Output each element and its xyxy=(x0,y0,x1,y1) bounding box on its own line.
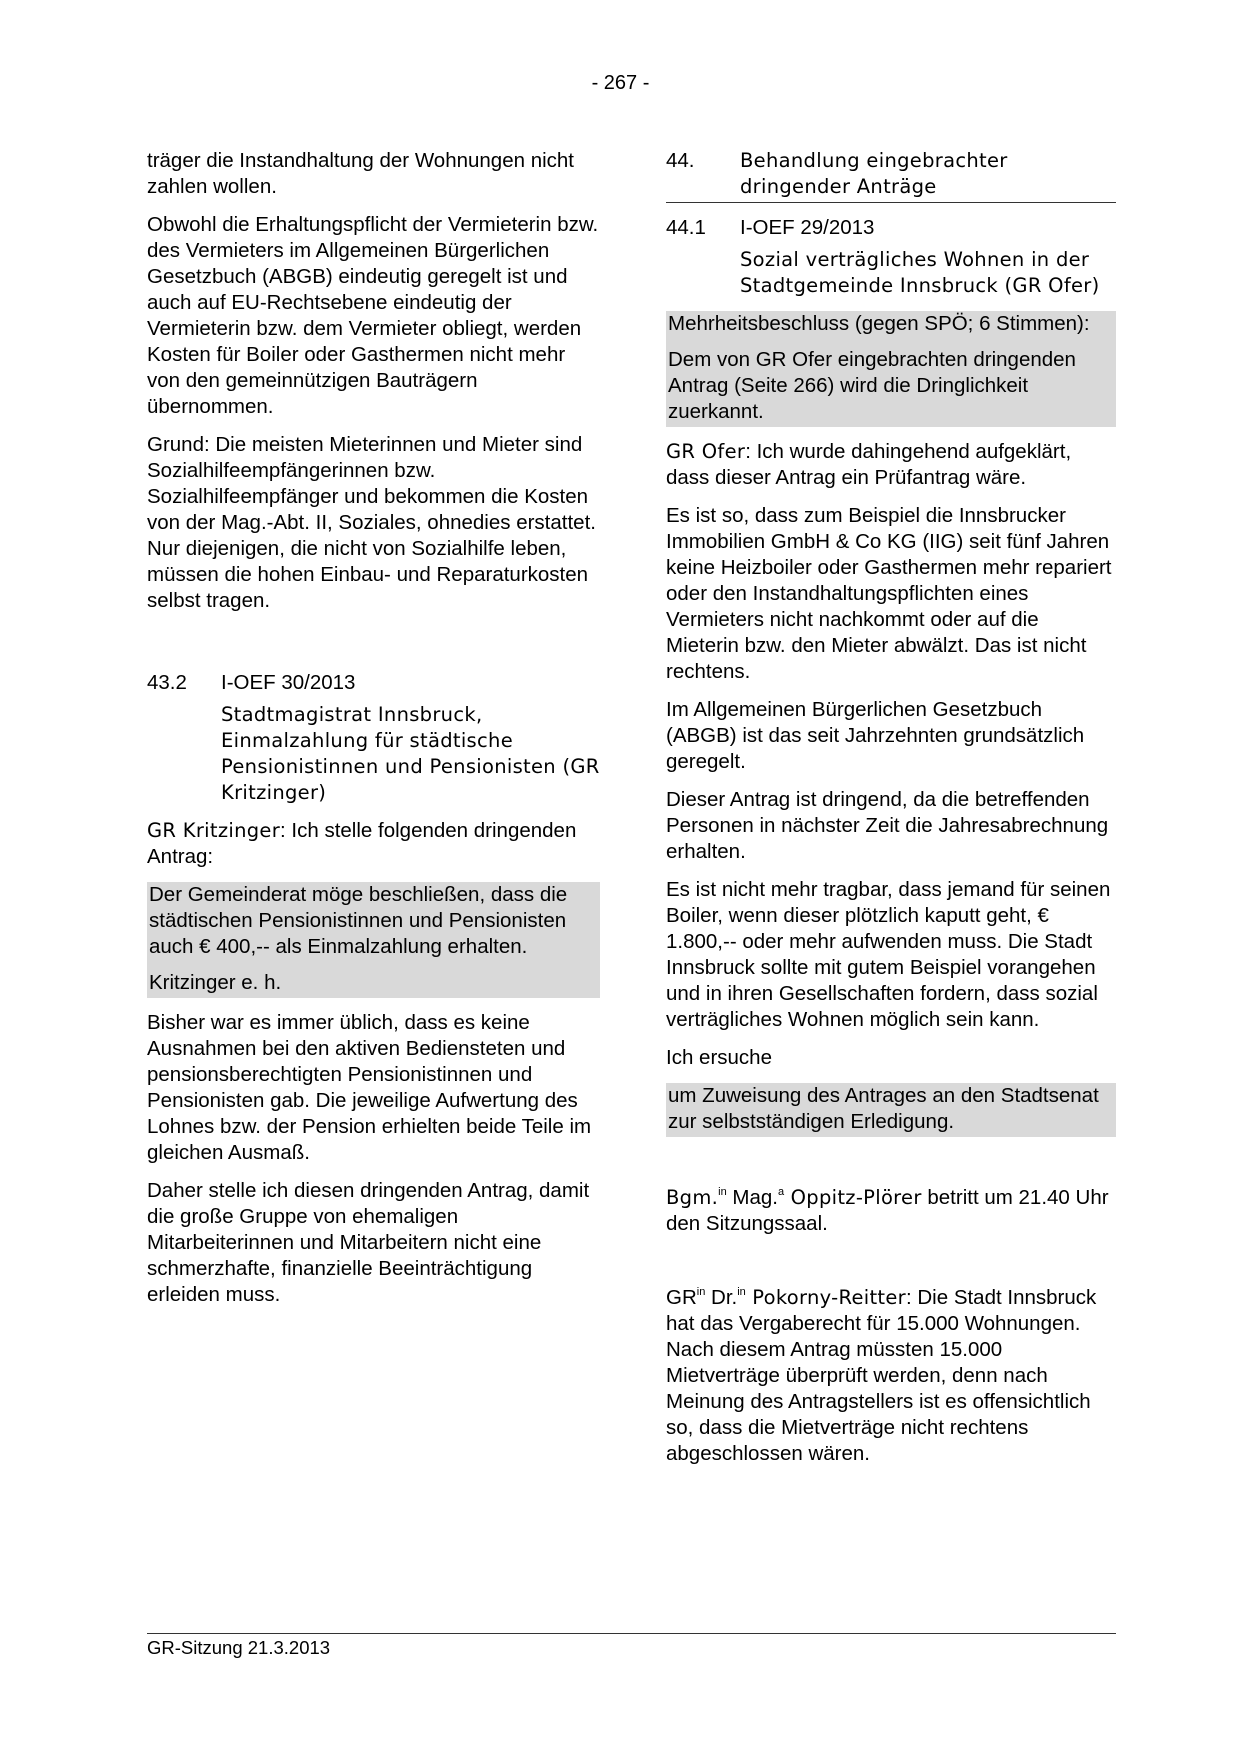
footer-text: GR-Sitzung 21.3.2013 xyxy=(147,1637,331,1658)
paragraph: Grund: Die meisten Mieterinnen und Mieter sind Sozialhilfeempfängerinnen bzw. Sozialhilfeempfänger und bekommen die Kosten von der Mag.-Abt. II, Soziales, ohnedies erstattet. Nur diejenigen, die nicht von Sozialhilfe leben, müssen die hohen Einbau- und Reparaturkosten selbst tragen. xyxy=(147,433,596,612)
item-number: 44.1 xyxy=(666,216,706,239)
superscript: in xyxy=(737,1286,746,1298)
mayor-title-2: Mag. xyxy=(726,1186,778,1209)
speaker-name: GR Ofer xyxy=(666,440,746,463)
paragraph: Dieser Antrag ist dringend, da die betreffenden Personen in nächster Zeit die Jahresabrechnung erhalten. xyxy=(666,788,1109,863)
superscript: a xyxy=(778,1186,785,1198)
item-number: 43.2 xyxy=(147,671,187,694)
mayor-title: Bgm. xyxy=(666,1186,719,1209)
agenda-item-header xyxy=(666,215,1116,241)
section-number: 44. xyxy=(666,149,695,172)
left-column xyxy=(147,148,600,1320)
decision-text: Dem von GR Ofer eingebrachten dringenden Antrag (Seite 266) wird die Dringlichkeit zuerkannt. xyxy=(668,348,1076,423)
agenda-item-header xyxy=(147,670,600,696)
mayor-name: Oppitz-Plörer xyxy=(784,1186,922,1209)
paragraph: träger die Instandhaltung der Wohnungen nicht zahlen wollen. xyxy=(147,149,575,198)
item-code: I-OEF 29/2013 xyxy=(740,216,875,239)
paragraph: Es ist so, dass zum Beispiel die Innsbrucker Immobilien GmbH & Co KG (IIG) seit fünf Jahren keine Heizboiler oder Gasthermen mehr repariert oder den Instandhaltungspflichten eines Vermieters nicht nachkommt oder auf die Mieterin bzw. den Mieter abwälzt. Das ist nicht rechtens. xyxy=(666,504,1112,683)
signature: Kritzinger e. h. xyxy=(149,971,282,994)
vote-box xyxy=(666,311,1116,427)
paragraph: Bisher war es immer üblich, dass es keine Ausnahmen bei den aktiven Bediensteten und pensionsberechtigten Pensionistinnen und Pensionisten gab. Die jeweilige Aufwertung des Lohnes bzw. der Pension erhielten beide Teile im gleichen Ausmaß. xyxy=(147,1011,592,1164)
paragraph: Daher stelle ich diesen dringenden Antrag, damit die große Gruppe von ehemaligen Mitarbeiterinnen und Mitarbeitern nicht eine schmerzhafte, finanzielle Beeinträchtigung erleiden muss. xyxy=(147,1179,590,1306)
paragraph: Es ist nicht mehr tragbar, dass jemand für seinen Boiler, wenn dieser plötzlich kaputt geht, € 1.800,-- oder mehr aufwenden muss. Die Stadt Innsbruck sollte mit gutem Beispiel vorangehen und in ihren Gesellschaften fordern, dass sozial verträgliches Wohnen möglich sein kann. xyxy=(666,878,1111,1031)
footer-divider xyxy=(147,1633,1116,1634)
item-title: Sozial verträgliches Wohnen in der Stadtgemeinde Innsbruck (GR Ofer) xyxy=(740,248,1100,297)
motion-text: Der Gemeinderat möge beschließen, dass die städtischen Pensionistinnen und Pensionisten auch € 400,-- als Einmalzahlung erhalten. xyxy=(149,883,568,958)
speaker-title-2: Dr. xyxy=(705,1286,738,1309)
speaker-statement xyxy=(147,818,600,870)
speaker-name: GR Kritzinger xyxy=(147,819,281,842)
request-text: um Zuweisung des Antrages an den Stadtsenat zur selbstständigen Erledigung. xyxy=(668,1084,1099,1133)
speaker-name: Pokorny-Reitter xyxy=(745,1286,906,1309)
superscript: in xyxy=(718,1186,727,1198)
page-number: - 267 - xyxy=(591,72,650,94)
section-title: Behandlung eingebrachter dringender Anträge xyxy=(740,149,1008,198)
paragraph: Im Allgemeinen Bürgerlichen Gesetzbuch (ABGB) ist das seit Jahrzehnten grundsätzlich geregelt. xyxy=(666,698,1085,773)
item-title: Stadtmagistrat Innsbruck, Einmalzahlung für städtische Pensionistinnen und Pensionisten (GR Kritzinger) xyxy=(221,703,600,804)
item-code: I-OEF 30/2013 xyxy=(221,671,356,694)
vote-result: Mehrheitsbeschluss (gegen SPÖ; 6 Stimmen): xyxy=(668,312,1090,335)
statement-text: : Ich stelle folgenden dringenden Antrag: xyxy=(147,819,577,868)
mayor-entry-note xyxy=(666,1185,1116,1237)
section-header xyxy=(666,148,1116,203)
superscript: in xyxy=(696,1286,706,1298)
speaker-statement xyxy=(666,439,1116,491)
statement-text: : Ich wurde dahingehend aufgeklärt, dass dieser Antrag ein Prüfantrag wäre. xyxy=(666,440,1072,489)
speaker-title: GR xyxy=(666,1286,697,1309)
motion-box xyxy=(147,882,600,998)
paragraph: Obwohl die Erhaltungspflicht der Vermieterin bzw. des Vermieters im Allgemeinen Bürgerlichen Gesetzbuch (ABGB) eindeutig geregelt ist und auch auf EU-Rechtsebene eindeutig der Vermieterin bzw. dem Vermieter obliegt, werden Kosten für Boiler oder Gasthermen nicht mehr von den gemeinnützigen Bauträgern übernommen. xyxy=(147,213,599,418)
request-box xyxy=(666,1083,1116,1137)
paragraph: Ich ersuche xyxy=(666,1046,772,1069)
right-column xyxy=(666,148,1116,1479)
note-text: betritt um 21.40 Uhr den Sitzungssaal. xyxy=(666,1186,1109,1235)
statement-text: : Die Stadt Innsbruck hat das Vergaberecht für 15.000 Wohnungen. Nach diesem Antrag müssten 15.000 Mietverträge überprüft werden, denn nach Meinung des Antragstellers ist es offensichtlich so, dass die Mietverträge nicht rechtens abgeschlossen wären. xyxy=(666,1286,1097,1465)
speaker-statement xyxy=(666,1285,1116,1467)
